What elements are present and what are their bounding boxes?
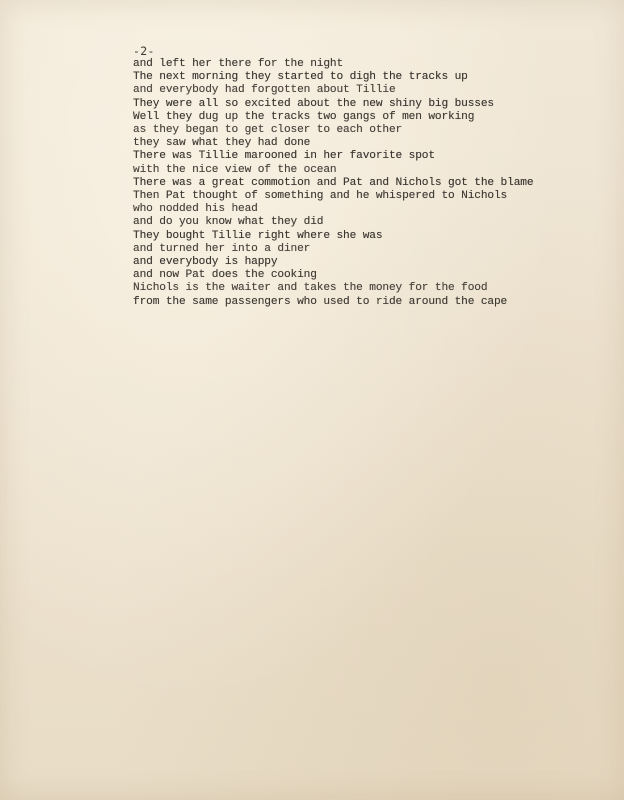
text-line: They were all so excited about the new shiny big busses	[133, 97, 494, 110]
text-line: and everybody had forgotten about Tillie	[133, 84, 396, 97]
text-line: The next morning they started to digh the tracks up	[133, 71, 468, 84]
text-line: There was a great commotion and Pat and Nichols got the blame	[133, 176, 534, 189]
text-line: There was Tillie marooned in her favorite spot	[133, 150, 435, 163]
text-line: and everybody is happy	[133, 256, 278, 269]
page-number: -2-	[133, 44, 155, 58]
typed-text-body	[133, 58, 603, 309]
text-line: who nodded his head	[133, 203, 258, 216]
text-line: Well they dug up the tracks two gangs of men working	[133, 110, 475, 123]
text-line: Nichols is the waiter and takes the money for the food	[133, 282, 488, 295]
text-line: as they began to get closer to each other	[133, 124, 403, 137]
text-line: and now Pat does the cooking	[133, 269, 317, 282]
text-line: and turned her into a diner	[133, 242, 311, 255]
text-line: They bought Tillie right where she was	[133, 229, 383, 242]
text-line: from the same passengers who used to ride around the cape	[133, 295, 508, 308]
text-line: Then Pat thought of something and he whispered to Nichols	[133, 190, 508, 203]
text-line: and left her there for the night	[133, 58, 344, 70]
text-line: with the nice view of the ocean	[133, 163, 337, 176]
text-line: and do you know what they did	[133, 216, 324, 229]
text-line: they saw what they had done	[133, 137, 311, 150]
